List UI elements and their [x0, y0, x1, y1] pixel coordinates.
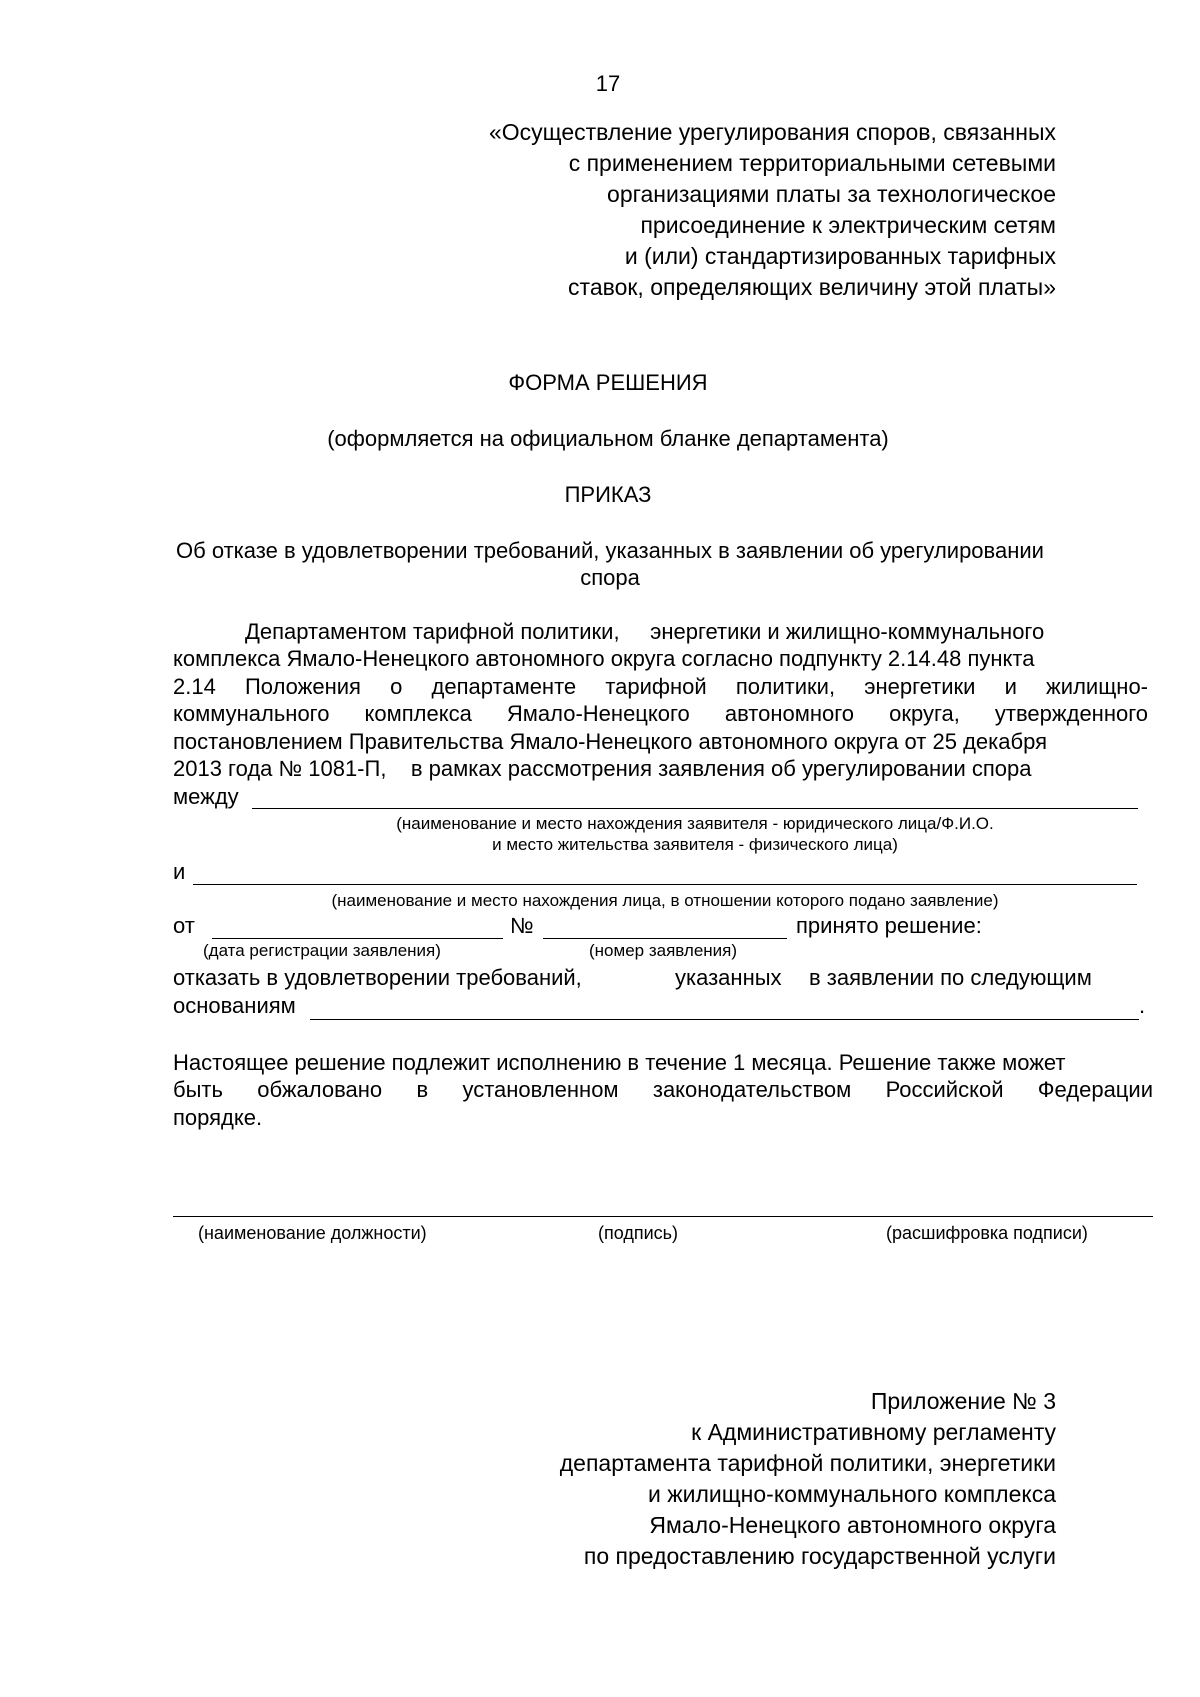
and-label: и: [173, 859, 186, 884]
order-subject-line: спора: [580, 565, 640, 590]
body-line: комплекса Ямало-Ненецкого автономного округа согласно подпункту 2.14.48 пункта: [173, 646, 1035, 672]
grounds-end: .: [1139, 993, 1146, 1018]
from-label: от: [173, 913, 195, 938]
body-line: коммунального комплекса Ямало-Ненецкого автономного округа, утвержденного: [173, 701, 1148, 727]
body-paragraph: [173, 618, 1153, 782]
form-title: ФОРМА РЕШЕНИЯ: [508, 370, 708, 395]
body-line: 2013 года № 1081-П, в рамках рассмотрения заявления об урегулировании спора: [173, 756, 1032, 782]
appendix-caption: [356, 1386, 1056, 1572]
registration-date-field[interactable]: [212, 938, 503, 939]
appendix-caption-line: Приложение № 3: [870, 1388, 1056, 1414]
appendix-caption-line: по предоставлению государственной услуги: [583, 1543, 1056, 1569]
applicant-hint: и место жительства заявителя - физического лица): [492, 835, 898, 854]
respondent-hint: (наименование и место нахождения лица, в отношении которого подано заявление): [331, 891, 999, 910]
appendix-caption-line: департамента тарифной политики, энергетики: [559, 1450, 1056, 1476]
order-subject-line: Об отказе в удовлетворении требований, указанных в заявлении об урегулировании: [176, 538, 1044, 563]
page-number: 17: [595, 71, 621, 96]
signature-hint: (подпись): [598, 1223, 679, 1243]
form-note: (оформляется на официальном бланке департамента): [327, 426, 889, 451]
between-label: между: [173, 784, 239, 809]
appendix-caption-line: и жилищно-коммунального комплекса: [648, 1481, 1056, 1507]
signature-line[interactable]: [173, 1216, 1153, 1217]
refuse-text: указанных: [675, 965, 782, 990]
closing-line: быть обжаловано в установленном законодательством Российской Федерации: [173, 1077, 1153, 1103]
refuse-text: в заявлении по следующим: [809, 965, 1092, 990]
date-hint: (дата регистрации заявления): [203, 941, 441, 960]
decryption-hint: (расшифровка подписи): [886, 1223, 1088, 1243]
body-line: Департаментом тарифной политики, энергетики и жилищно-коммунального: [245, 619, 1045, 644]
header-caption-line: ставок, определяющих величину этой платы»: [568, 274, 1056, 300]
closing-paragraph: [173, 1049, 1173, 1131]
number-hint: (номер заявления): [589, 941, 738, 960]
decision-label: принято решение:: [796, 913, 982, 938]
header-caption-line: «Осуществление урегулирования споров, связанных: [488, 119, 1056, 145]
application-number-field[interactable]: [543, 938, 787, 939]
header-caption-line: и (или) стандартизированных тарифных: [624, 243, 1056, 269]
order-subject: [150, 537, 1070, 591]
grounds-label: основаниям: [173, 993, 296, 1018]
body-line: постановлением Правительства Ямало-Ненецкого автономного округа от 25 декабря: [173, 728, 1047, 754]
applicant-field-line[interactable]: [252, 808, 1138, 809]
header-caption-line: с применением территориальными сетевыми: [568, 150, 1056, 176]
position-hint: (наименование должности): [198, 1223, 427, 1243]
appendix-caption-line: Ямало-Ненецкого автономного округа: [649, 1512, 1056, 1538]
refuse-text: отказать в удовлетворении требований,: [173, 965, 582, 990]
header-caption-line: присоединение к электрическим сетям: [640, 212, 1056, 238]
header-caption-line: организациями платы за технологическое: [607, 181, 1056, 207]
closing-line: Настоящее решение подлежит исполнению в течение 1 месяца. Решение также может: [173, 1050, 1066, 1075]
applicant-hint: (наименование и место нахождения заявителя - юридического лица/Ф.И.О.: [396, 814, 994, 833]
appendix-caption-line: к Административному регламенту: [691, 1419, 1056, 1445]
grounds-field-line[interactable]: [310, 1019, 1139, 1020]
closing-line: порядке.: [173, 1104, 263, 1130]
body-line: 2.14 Положения о департаменте тарифной политики, энергетики и жилищно-: [173, 673, 1148, 699]
respondent-field-line[interactable]: [193, 884, 1137, 885]
order-title: ПРИКАЗ: [564, 482, 652, 507]
header-caption: [356, 117, 1056, 303]
number-sign: №: [510, 913, 534, 938]
